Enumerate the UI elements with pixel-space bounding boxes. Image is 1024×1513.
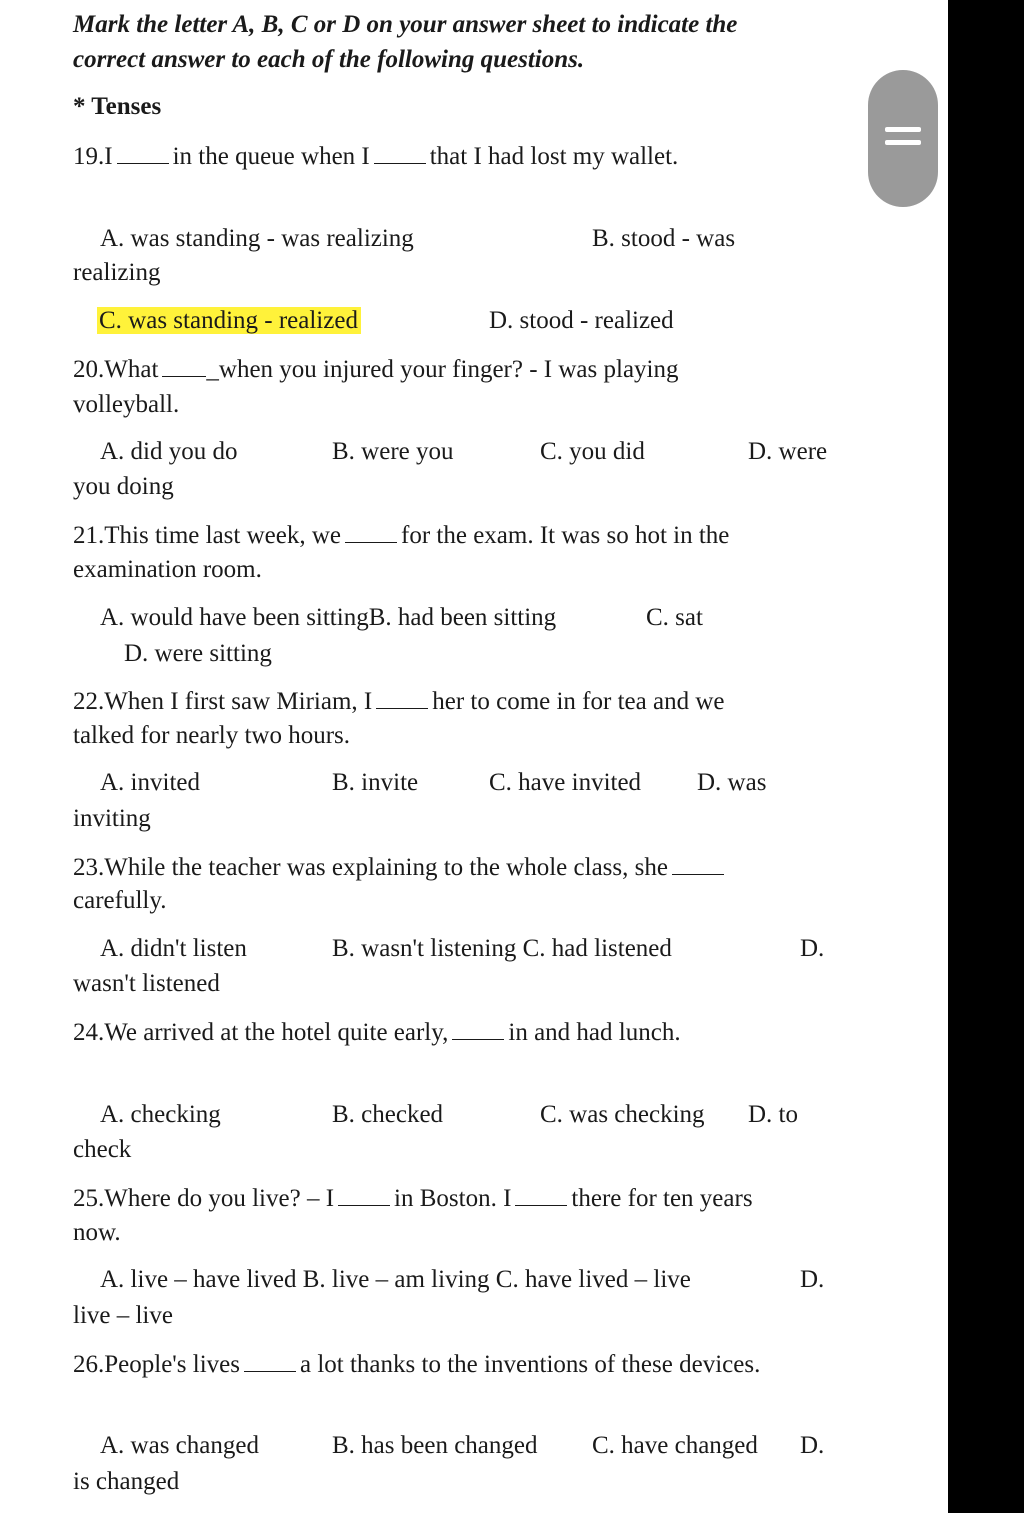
q22-option-d: D. was: [697, 769, 767, 796]
q24-option-d: D. to: [748, 1101, 798, 1128]
question-22-stem: [73, 686, 724, 717]
question-20-stem: [73, 354, 679, 385]
q19-option-b-wrap: realizing: [73, 259, 161, 286]
question-26-stem: [73, 1349, 760, 1380]
stem-text: for the exam. It was so hot in the: [401, 522, 730, 549]
q26-option-b: B. has been changed: [332, 1432, 538, 1459]
section-title: * Tenses: [73, 93, 162, 120]
q21-option-a-b: A. would have been sittingB. had been sitting: [100, 604, 557, 631]
q24-option-b: B. checked: [332, 1101, 444, 1128]
stem-text: What: [104, 356, 159, 383]
question-19-stem: [73, 141, 678, 172]
q19-option-a: A. was standing - was realizing: [100, 225, 414, 252]
question-number: 21.: [73, 522, 105, 549]
stem-text: This time last week, we: [104, 522, 341, 549]
answer-blank: [376, 686, 428, 709]
stem-text: a lot thanks to the inventions of these devices.: [300, 1351, 761, 1378]
question-number: 22.: [73, 688, 105, 715]
question-number: 23.: [73, 854, 105, 881]
question-23-stem: [73, 852, 728, 883]
stem-text: Where do you live? – I: [104, 1185, 335, 1212]
q19-option-d: D. stood - realized: [489, 307, 674, 334]
question-number: 20.: [73, 356, 105, 383]
q19-option-b: B. stood - was: [592, 225, 736, 252]
q26-option-a: A. was changed: [100, 1432, 259, 1459]
stem-text: in the queue when I: [172, 143, 370, 170]
answer-blank: [515, 1183, 567, 1206]
answer-blank: [345, 520, 397, 543]
q22-option-b: B. invite: [332, 769, 419, 796]
stem-text: in and had lunch.: [508, 1019, 681, 1046]
question-number: 25.: [73, 1185, 105, 1212]
screen-edge-bar: [948, 0, 1024, 1513]
q25-option-d: D.: [800, 1266, 825, 1293]
instruction-line-1: Mark the letter A, B, C or D on your answer sheet to indicate the: [73, 11, 738, 38]
scroll-handle[interactable]: [868, 70, 938, 207]
q22-option-a: A. invited: [100, 769, 200, 796]
q22-option-c: C. have invited: [489, 769, 642, 796]
q26-option-d: D.: [800, 1432, 825, 1459]
scroll-grip-icon: [885, 140, 921, 145]
stem-text: We arrived at the hotel quite early,: [104, 1019, 449, 1046]
q25-option-a-b-c: A. live – have lived B. live – am living C. have lived – live: [100, 1266, 691, 1293]
stem-text: that I had lost my wallet.: [429, 143, 679, 170]
answer-blank: [452, 1017, 504, 1040]
question-number: 19.: [73, 143, 105, 170]
q23-option-a: A. didn't listen: [100, 935, 247, 962]
q20-option-d: D. were: [748, 438, 828, 465]
question-20-stem-wrap: volleyball.: [73, 391, 180, 418]
answer-blank: [162, 354, 206, 377]
highlighted-answer: C. was standing - realized: [97, 307, 361, 334]
q25-option-d-wrap: live – live: [73, 1302, 173, 1329]
q20-option-c: C. you did: [540, 438, 645, 465]
question-number: 24.: [73, 1019, 105, 1046]
question-22-stem-wrap: talked for nearly two hours.: [73, 722, 351, 749]
stem-text: in Boston. I: [394, 1185, 512, 1212]
question-number: 26.: [73, 1351, 105, 1378]
stem-text: When I first saw Miriam, I: [104, 688, 373, 715]
q23-option-d-wrap: wasn't listened: [73, 970, 220, 997]
q23-option-d: D.: [800, 935, 825, 962]
scroll-grip-icon: [885, 127, 921, 132]
question-24-stem: [73, 1017, 681, 1048]
stem-text: People's lives: [104, 1351, 240, 1378]
q21-option-d: D. were sitting: [124, 640, 272, 667]
q20-option-d-wrap: you doing: [73, 473, 174, 500]
question-23-stem-wrap: carefully.: [73, 887, 167, 914]
q20-option-b: B. were you: [332, 438, 454, 465]
answer-blank: [117, 141, 169, 164]
q22-option-d-wrap: inviting: [73, 805, 151, 832]
stem-text: her to come in for tea and we: [432, 688, 725, 715]
q24-option-a: A. checking: [100, 1101, 221, 1128]
q26-option-c: C. have changed: [592, 1432, 758, 1459]
question-21-stem-wrap: examination room.: [73, 556, 262, 583]
q23-option-b-c: B. wasn't listening C. had listened: [332, 935, 672, 962]
question-25-stem-wrap: now.: [73, 1219, 121, 1246]
q21-option-c: C. sat: [646, 604, 703, 631]
stem-text: _when you injured your finger? - I was playing: [206, 356, 679, 383]
stem-text: While the teacher was explaining to the whole class, she: [104, 854, 668, 881]
answer-blank: [244, 1349, 296, 1372]
stem-text: there for ten years: [571, 1185, 753, 1212]
stem-text: I: [104, 143, 113, 170]
q24-option-c: C. was checking: [540, 1101, 705, 1128]
q19-option-c-highlighted: [97, 306, 361, 336]
question-21-stem: [73, 520, 729, 551]
q24-option-d-wrap: check: [73, 1136, 132, 1163]
answer-blank: [672, 852, 724, 875]
answer-blank: [338, 1183, 390, 1206]
question-25-stem: [73, 1183, 753, 1214]
answer-blank: [374, 141, 426, 164]
q26-option-d-wrap: is changed: [73, 1468, 180, 1495]
q20-option-a: A. did you do: [100, 438, 238, 465]
instruction-line-2: correct answer to each of the following questions.: [73, 46, 585, 73]
